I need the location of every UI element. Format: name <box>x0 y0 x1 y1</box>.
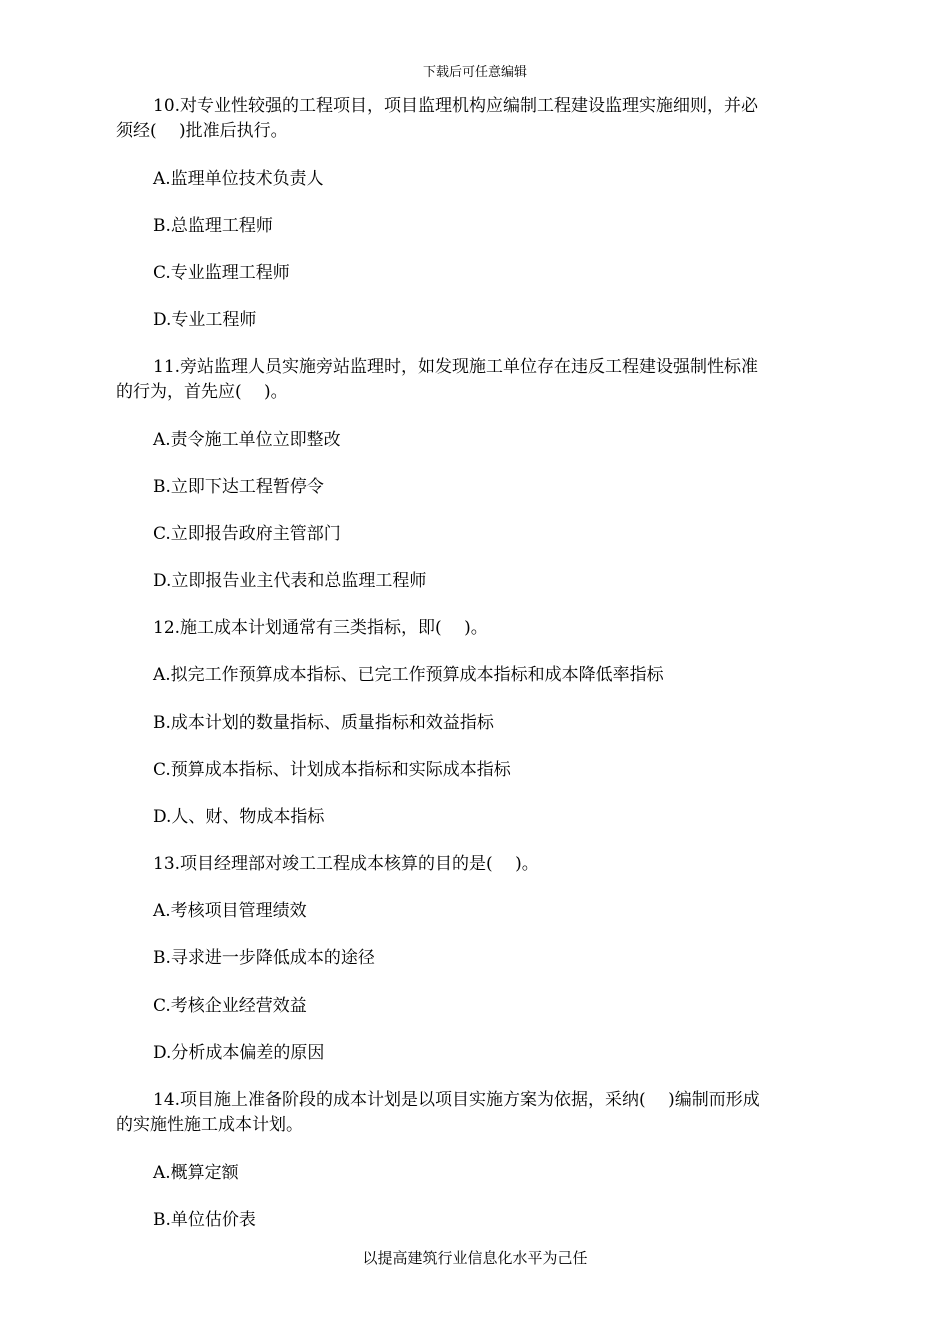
question-11-option-c: C.立即报告政府主管部门 <box>153 524 341 544</box>
question-12-option-c: C.预算成本指标、计划成本指标和实际成本指标 <box>153 760 511 780</box>
question-14-option-a: A.概算定额 <box>153 1163 239 1183</box>
question-11-option-a: A.责令施工单位立即整改 <box>153 430 341 450</box>
question-10-option-c: C.专业监理工程师 <box>153 263 290 283</box>
question-12-option-a: A.拟完工作预算成本指标、已完工作预算成本指标和成本降低率指标 <box>153 665 664 685</box>
question-11-line-1: 11.旁站监理人员实施旁站监理时，如发现施工单位存在违反工程建设强制性标准 <box>153 357 759 377</box>
question-10-line-1: 10.对专业性较强的工程项目，项目监理机构应编制工程建设监理实施细则，并必 <box>153 96 759 116</box>
question-13-line-1: 13.项目经理部对竣工工程成本核算的目的是( )。 <box>153 854 539 874</box>
question-12-option-d: D.人、财、物成本指标 <box>153 807 325 827</box>
question-13-option-a: A.考核项目管理绩效 <box>153 901 307 921</box>
question-13-option-c: C.考核企业经营效益 <box>153 996 307 1016</box>
question-13-option-b: B.寻求进一步降低成本的途径 <box>153 948 375 968</box>
question-10-option-d: D.专业工程师 <box>153 310 257 330</box>
question-14-line-2: 的实施性施工成本计划。 <box>116 1115 303 1135</box>
question-10-line-2: 须经( )批准后执行。 <box>116 121 288 141</box>
question-11-option-b: B.立即下达工程暂停令 <box>153 477 324 497</box>
question-12-line-1: 12.施工成本计划通常有三类指标，即( )。 <box>153 618 488 638</box>
question-14-line-1: 14.项目施上准备阶段的成本计划是以项目实施方案为依据，采纳( )编制而形成 <box>153 1090 760 1110</box>
page-header: 下载后可任意编辑 <box>422 65 527 80</box>
question-11-line-2: 的行为，首先应( )。 <box>116 382 288 402</box>
question-11-option-d: D.立即报告业主代表和总监理工程师 <box>153 571 427 591</box>
question-10-option-b: B.总监理工程师 <box>153 216 273 236</box>
question-14-option-b: B.单位估价表 <box>153 1210 256 1230</box>
question-13-option-d: D.分析成本偏差的原因 <box>153 1043 325 1063</box>
question-12-option-b: B.成本计划的数量指标、质量指标和效益指标 <box>153 713 494 733</box>
page-footer: 以提高建筑行业信息化水平为己任 <box>362 1249 588 1267</box>
question-10-option-a: A.监理单位技术负责人 <box>153 169 324 189</box>
